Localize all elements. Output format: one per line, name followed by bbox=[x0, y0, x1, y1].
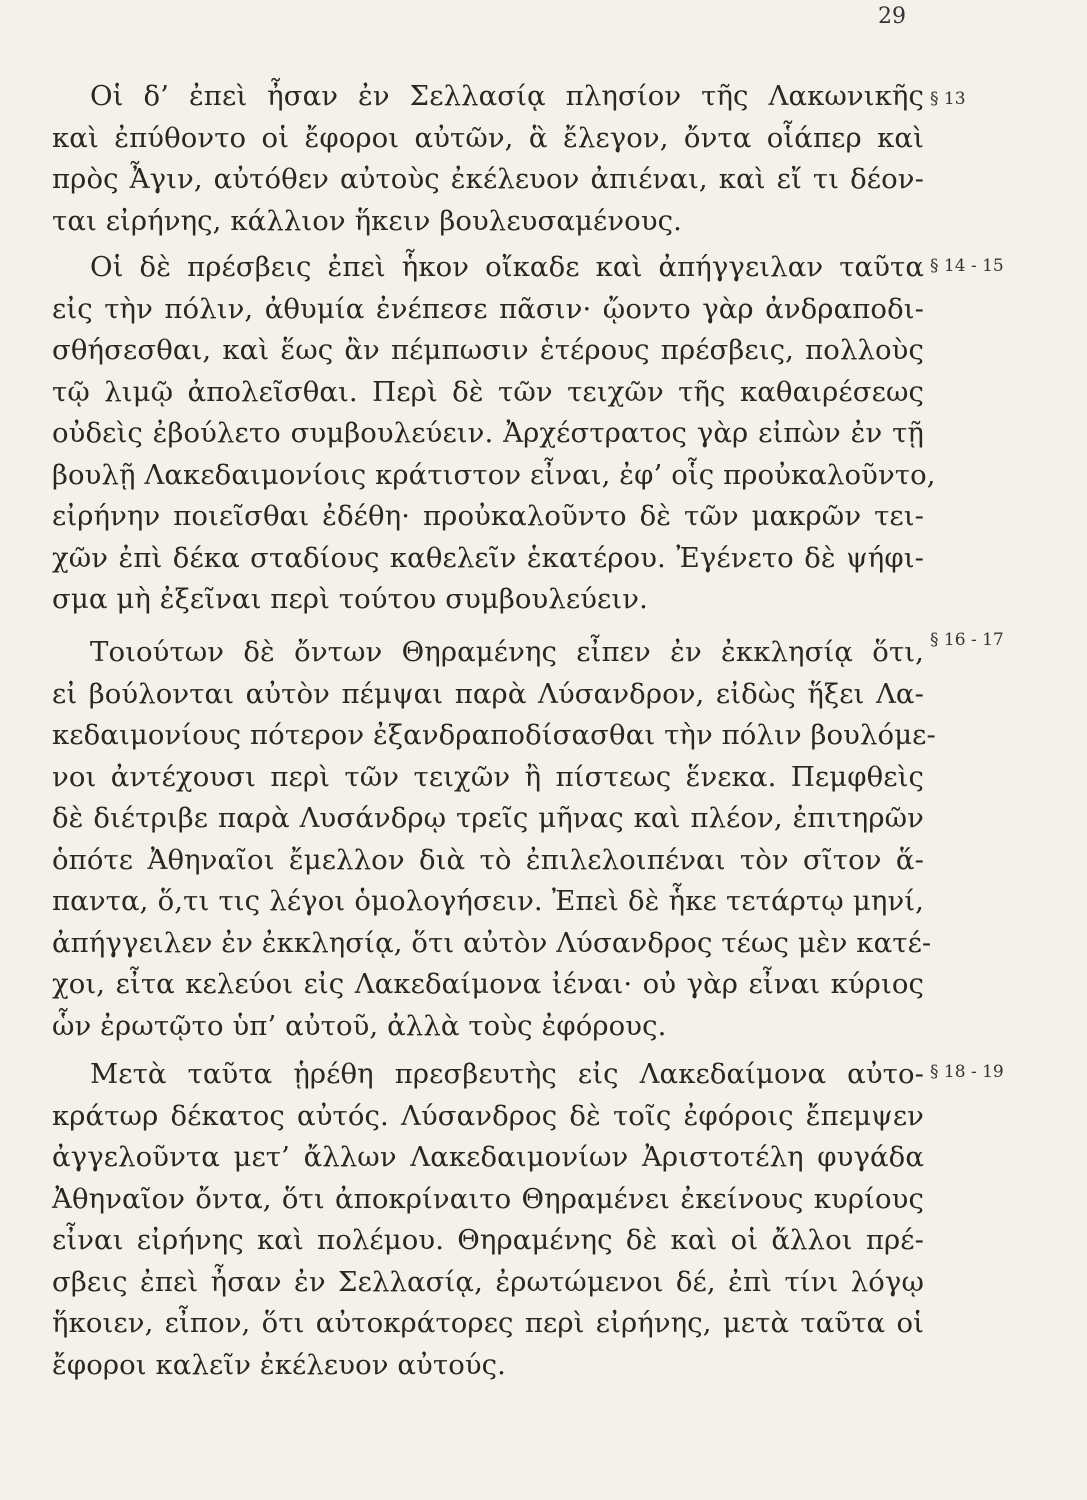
text-line: παντα, ὅ,τι τις λέγοι ὁμολογήσειν. Ἐπεὶ δὲ ἧκε τετάρτῳ μηνί, bbox=[52, 885, 924, 917]
text-line: Ἀθηναῖον ὄντα, ὅτι ἀποκρίναιτο Θηραμένει ἐκείνους κυρίους bbox=[52, 1182, 924, 1215]
text-line: οὐδεὶς ἐβούλετο συμβουλεύειν. Ἀρχέστρατος γὰρ εἰπὼν ἐν τῇ bbox=[52, 417, 924, 449]
text-line: σμα μὴ ἐξεῖναι περὶ τούτου συμβουλεύειν. bbox=[52, 583, 648, 615]
text-line: ται εἰρήνης, κάλλιον ἥκειν βουλευσαμένους. bbox=[52, 204, 682, 237]
page-number: 29 bbox=[878, 4, 906, 29]
paragraph-2 bbox=[52, 247, 936, 621]
text-line: ὁπότε Ἀθηναῖοι ἔμελλον διὰ τὸ ἐπιλελοιπέναι τὸν σῖτον ἅ- bbox=[52, 843, 924, 876]
text-line: ἥκοιεν, εἶπον, ὅτι αὐτοκράτορες περὶ εἰρήνης, μετὰ ταῦτα οἱ bbox=[52, 1307, 924, 1339]
text-line: πρὸς Ἆγιν, αὐτόθεν αὐτοὺς ἐκέλευον ἀπιέναι, καὶ εἴ τι δέον- bbox=[52, 163, 924, 195]
text-line: Τοιούτων δὲ ὄντων Θηραμένης εἶπεν ἐν ἐκκλησίᾳ ὅτι, bbox=[90, 636, 924, 668]
text-line: Οἱ δὲ πρέσβεις ἐπεὶ ἧκον οἴκαδε καὶ ἀπήγγειλαν ταῦτα bbox=[90, 251, 924, 283]
text-line: τῷ λιμῷ ἀπολεῖσθαι. Περὶ δὲ τῶν τειχῶν τῆς καθαιρέσεως bbox=[52, 375, 924, 408]
text-line: Μετὰ ταῦτα ᾑρέθη πρεσβευτὴς εἰς Λακεδαίμονα αὐτο- bbox=[90, 1058, 924, 1090]
text-line: σβεις ἐπεὶ ἦσαν ἐν Σελλασίᾳ, ἐρωτώμενοι δέ, ἐπὶ τίνι λόγῳ bbox=[52, 1265, 924, 1298]
section-mark: § 16 - 17 bbox=[930, 630, 1004, 650]
text-line: εἰρήνην ποιεῖσθαι ἐδέθη· προὐκαλοῦντο δὲ τῶν μακρῶν τει- bbox=[52, 500, 924, 532]
text-line: εἶναι εἰρήνης καὶ πολέμου. Θηραμένης δὲ καὶ οἱ ἄλλοι πρέ- bbox=[52, 1224, 924, 1256]
text-line: κεδαιμονίους πότερον ἐξανδραποδίσασθαι τὴν πόλιν βουλόμε- bbox=[52, 719, 936, 751]
section-mark: § 14 - 15 bbox=[930, 256, 1004, 276]
section-mark: § 13 bbox=[930, 89, 966, 109]
text-line: δὲ διέτριβε παρὰ Λυσάνδρῳ τρεῖς μῆνας καὶ πλέον, ἐπιτηρῶν bbox=[52, 802, 924, 834]
text-line: κράτωρ δέκατος αὐτός. Λύσανδρος δὲ τοῖς ἐφόροις ἔπεμψεν bbox=[52, 1099, 924, 1132]
text-line: καὶ ἐπύθοντο οἱ ἔφοροι αὐτῶν, ἃ ἔλεγον, ὄντα οἷάπερ καὶ bbox=[52, 121, 924, 154]
text-line: νοι ἀντέχουσι περὶ τῶν τειχῶν ἢ πίστεως ἕνεκα. Πεμφθεὶς bbox=[52, 760, 924, 793]
text-line: ὧν ἐρωτῷτο ὑπ’ αὐτοῦ, ἀλλὰ τοὺς ἐφόρους. bbox=[52, 1009, 667, 1042]
text-line: χῶν ἐπὶ δέκα σταδίους καθελεῖν ἑκατέρου. Ἐγένετο δὲ ψήφι- bbox=[52, 541, 924, 574]
text-line: χοι, εἶτα κελεύοι εἰς Λακεδαίμονα ἰέναι· οὐ γὰρ εἶναι κύριος bbox=[52, 968, 924, 1000]
text-line: σθήσεσθαι, καὶ ἕως ἂν πέμπωσιν ἑτέρους πρέσβεις, πολλοὺς bbox=[52, 334, 924, 366]
section-mark: § 18 - 19 bbox=[930, 1062, 1004, 1082]
paragraph-1 bbox=[52, 76, 924, 242]
text-line: εἰς τὴν πόλιν, ἀθυμία ἐνέπεσε πᾶσιν· ᾤοντο γὰρ ἀνδραποδι- bbox=[52, 292, 924, 325]
text-line: ἀγγελοῦντα μετ’ ἄλλων Λακεδαιμονίων Ἀριστοτέλη φυγάδα bbox=[52, 1141, 924, 1173]
text-line: ἔφοροι καλεῖν ἐκέλευον αὐτούς. bbox=[52, 1348, 507, 1381]
text-line: εἰ βούλονται αὐτὸν πέμψαι παρὰ Λύσανδρον, εἰδὼς ἥξει Λα- bbox=[52, 677, 924, 710]
paragraph-3 bbox=[52, 632, 936, 1047]
text-line: βουλῇ Λακεδαιμονίοις κράτιστον εἶναι, ἐφ’ οἷς προὐκαλοῦντο, bbox=[52, 458, 936, 491]
paragraph-4 bbox=[52, 1054, 924, 1386]
text-line: ἀπήγγειλεν ἐν ἐκκλησίᾳ, ὅτι αὐτὸν Λύσανδρος τέως μὲν κατέ- bbox=[52, 926, 932, 959]
text-line: Οἱ δ’ ἐπεὶ ἦσαν ἐν Σελλασίᾳ πλησίον τῆς Λακωνικῆς bbox=[90, 80, 924, 112]
